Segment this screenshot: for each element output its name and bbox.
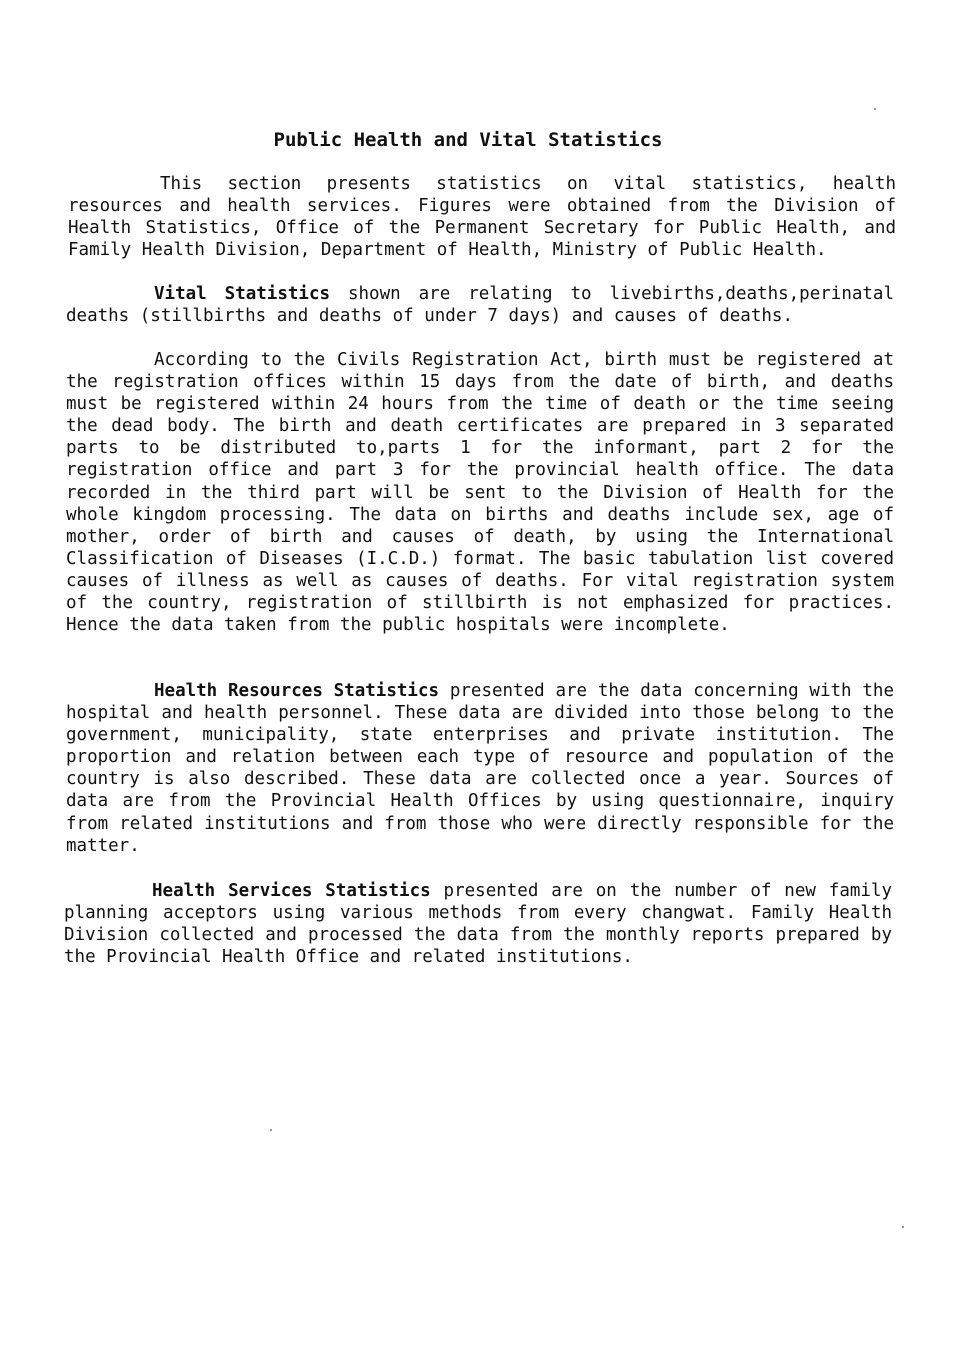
scan-speck [874,108,876,110]
paragraph-text: presented are the data concerning with the hospital and health personnel. These data are divided into those belong to the government, municipality, state enterprises and private institution. The proportion and relation between each type of resource and population of the country is also described. These data are collected once a year. Sources of data are from the Provincial Health Offices by using questionnaire, inquiry from related institutions and from those who were directly responsible for the matter. [66,681,894,856]
scan-speck [902,1226,904,1228]
health-resources-paragraph [66,680,894,857]
paragraph-text: According to the Civils Registration Act, birth must be registered at the registration offices within 15 days from the date of birth, and deaths must be registered within 24 hours from the time of death or the time seeing the dead body. The birth and death certificates are prepared in 3 separated parts to be distributed to,parts 1 for the informant, part 2 for the registration office and part 3 for the provincial health office. The data recorded in the third part will be sent to the Division of Health for the whole kingdom processing. The data on births and deaths include sex, age of mother, order of birth and causes of death, by using the International Classification of Diseases (I.C.D.) format. The basic tabulation list covered causes of illness as well as causes of deaths. For vital registration system of the country, registration of stillbirth is not emphasized for practices. Hence the data taken from the public hospitals were incomplete. [66,350,894,636]
paragraph-lead: Vital Statistics [154,284,331,304]
registration-act-paragraph [66,349,894,636]
vital-statistics-paragraph [66,283,894,327]
intro-paragraph [68,173,896,261]
paragraph-text: presented are on the number of new family planning acceptors using various methods from every changwat. Family Health Division collected and processed the data from the monthly reports prepared by the Provincial Health Office and related institutions. [64,881,893,968]
paragraph-lead: Health Services Statistics [152,881,431,901]
page-title: Public Health and Vital Statistics [273,129,663,151]
paragraph-text: This section presents statistics on vital statistics, health resources and health services. Figures were obtained from the Division of Health Statistics, Office of the Permanent Secretary for Public Health, and Family Health Division, Department of Health, Ministry of Public Health. [68,174,896,261]
health-services-paragraph [64,880,892,968]
paragraph-lead: Health Resources Statistics [154,681,440,701]
paragraph-text: shown are relating to livebirths,deaths,perinatal deaths (stillbirths and deaths of under 7 days) and causes of deaths. [66,284,894,327]
scan-speck [270,1129,272,1131]
